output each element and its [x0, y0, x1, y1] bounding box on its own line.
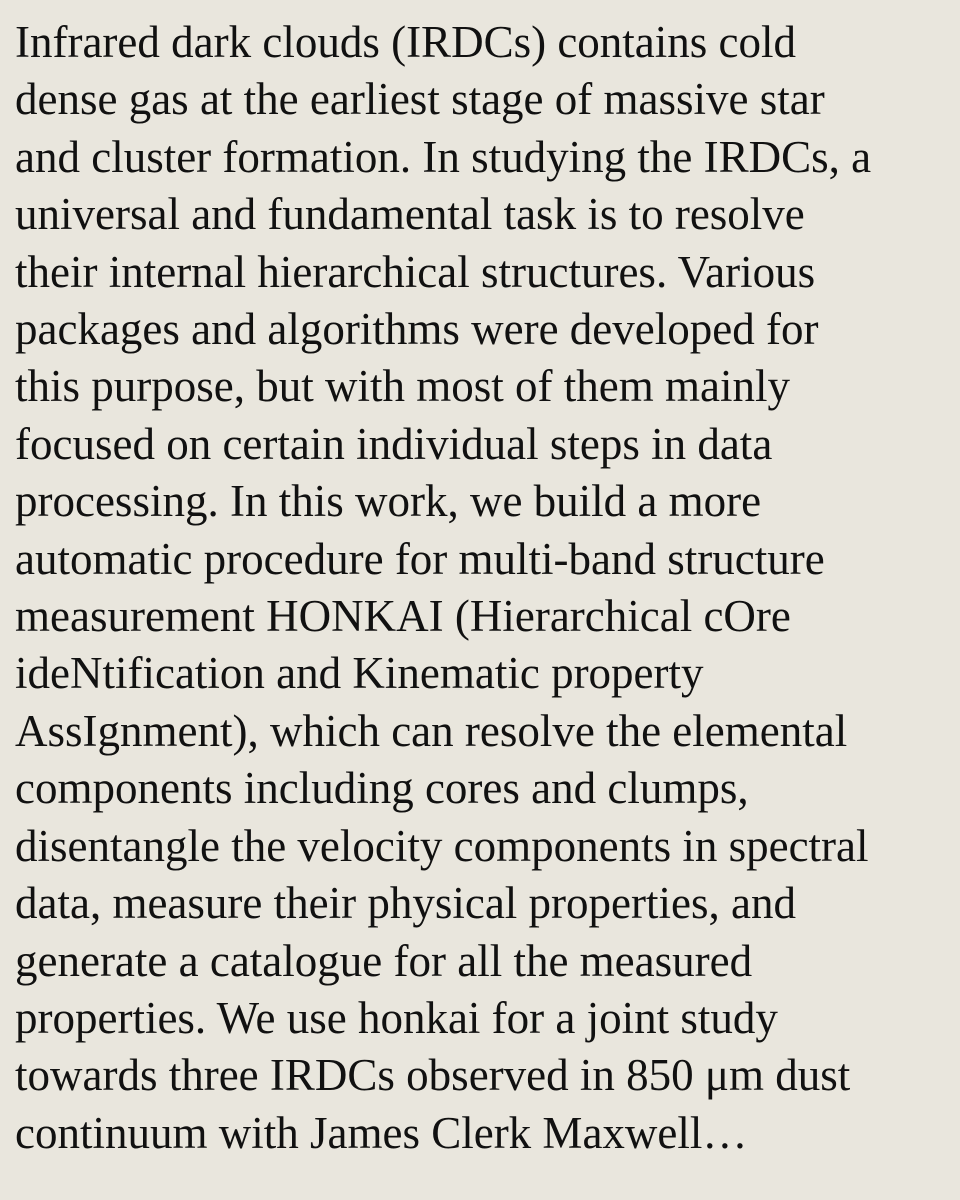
- abstract-text: Infrared dark clouds (IRDCs) contains cold dense gas at the earliest stage of massive star and cluster formation. In studying the IRDCs, a universal and fundamental task is to resolve their internal hierarchical structures. Various packages and algorithms were developed for this purpose, but with most of them mainly focused on certain individual steps in data processing. In this work, we build a more automatic procedure for multi-band structure measurement HONKAI (Hierarchical cOre ideNtification and Kinematic property AssIgnment), which can resolve the elemental components including cores and clumps, disentangle the velocity components in spectral data, measure their physical properties, and generate a catalogue for all the measured properties. We use honkai for a joint study towards three IRDCs observed in 850 μm dust continuum with James Clerk Maxwell…: [15, 17, 872, 1158]
